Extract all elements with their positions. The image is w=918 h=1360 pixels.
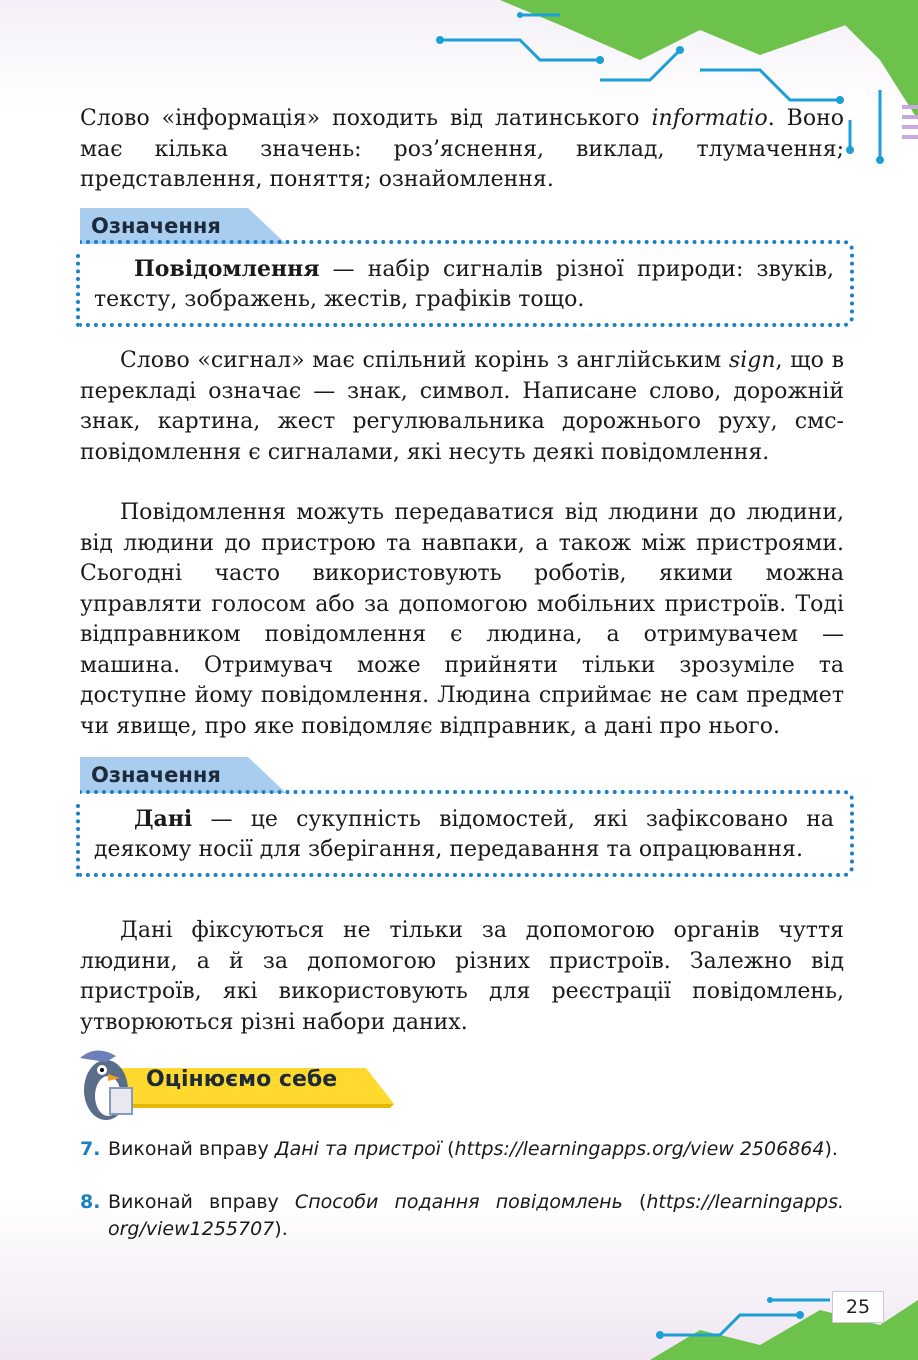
definition-term: Дані xyxy=(134,806,193,832)
self-evaluation-heading xyxy=(76,1048,406,1120)
term-sign: sign xyxy=(728,348,776,373)
task-number: 7. xyxy=(80,1138,101,1160)
task-title: Способи подання повідомлень xyxy=(294,1191,623,1213)
task-item: 7. Виконай вправу Дані та пристрої (https://learningapps.org/view 2506864). xyxy=(80,1136,844,1163)
paragraph-signal: Слово «сигнал» має спільний корінь з англійським sign, що в перекладі означає — знак, символ. Написане слово, дорожній знак, картина, жест регулювальника дорожнього руху, смс-повідомлення є сигналами, які несуть деякі повідомлення. xyxy=(80,348,844,465)
task-item: 8. Виконай вправу Способи подання повідомлень (https://learningapps. org/view1255707). xyxy=(80,1191,845,1240)
paragraph-data: Дані фіксуються не тільки за допомогою органів чуття людини, а й за допомогою різних пристроїв. Залежно від пристроїв, які використовують для реєстрації повідомлень, утворюються різні набори даних. xyxy=(80,918,844,1035)
task-link[interactable]: https://learningapps.org/view 2506864 xyxy=(454,1138,825,1160)
intro-paragraph: Слово «інформація» походить від латинського informatio. Воно має кілька значень: роз’яснення, виклад, тлумачення; представлення, поняття; ознайомлення. xyxy=(80,106,844,192)
term-informatio: informatio xyxy=(651,106,768,131)
paragraph-messages: Повідомлення можуть передаватися від людини до людини, від людини до пристрою та навпаки, а також між пристроями. Сьогодні часто використовують роботів, якими можна управляти голосом або за допомогою мобільних пристроїв. Тоді відправником повідомлення є людина, а отримувачем — машина. Отримувач може прийняти тільки зрозуміле та доступне йому повідомлення. Людина сприймає не сам предмет чи явище, про яке повідомляє відправник, а дані про нього. xyxy=(80,500,844,739)
task-link[interactable]: https://learningapps. org/view1255707 xyxy=(108,1191,845,1240)
task-title: Дані та пристрої xyxy=(274,1138,442,1160)
definition-term: Повідомлення xyxy=(134,256,320,282)
definition-box-message: Повідомлення — набір сигналів різної природи: звуків, тексту, зображень, жестів, графіків тощо. xyxy=(80,240,854,327)
task-number: 8. xyxy=(80,1191,101,1213)
page-number: 25 xyxy=(832,1291,884,1323)
self-evaluation-label: Оцінюємо себе xyxy=(146,1067,338,1092)
definition-box-data: Дані — це сукупність відомостей, які зафіксовано на деякому носії для зберігання, передавання та опрацювання. xyxy=(80,790,854,877)
